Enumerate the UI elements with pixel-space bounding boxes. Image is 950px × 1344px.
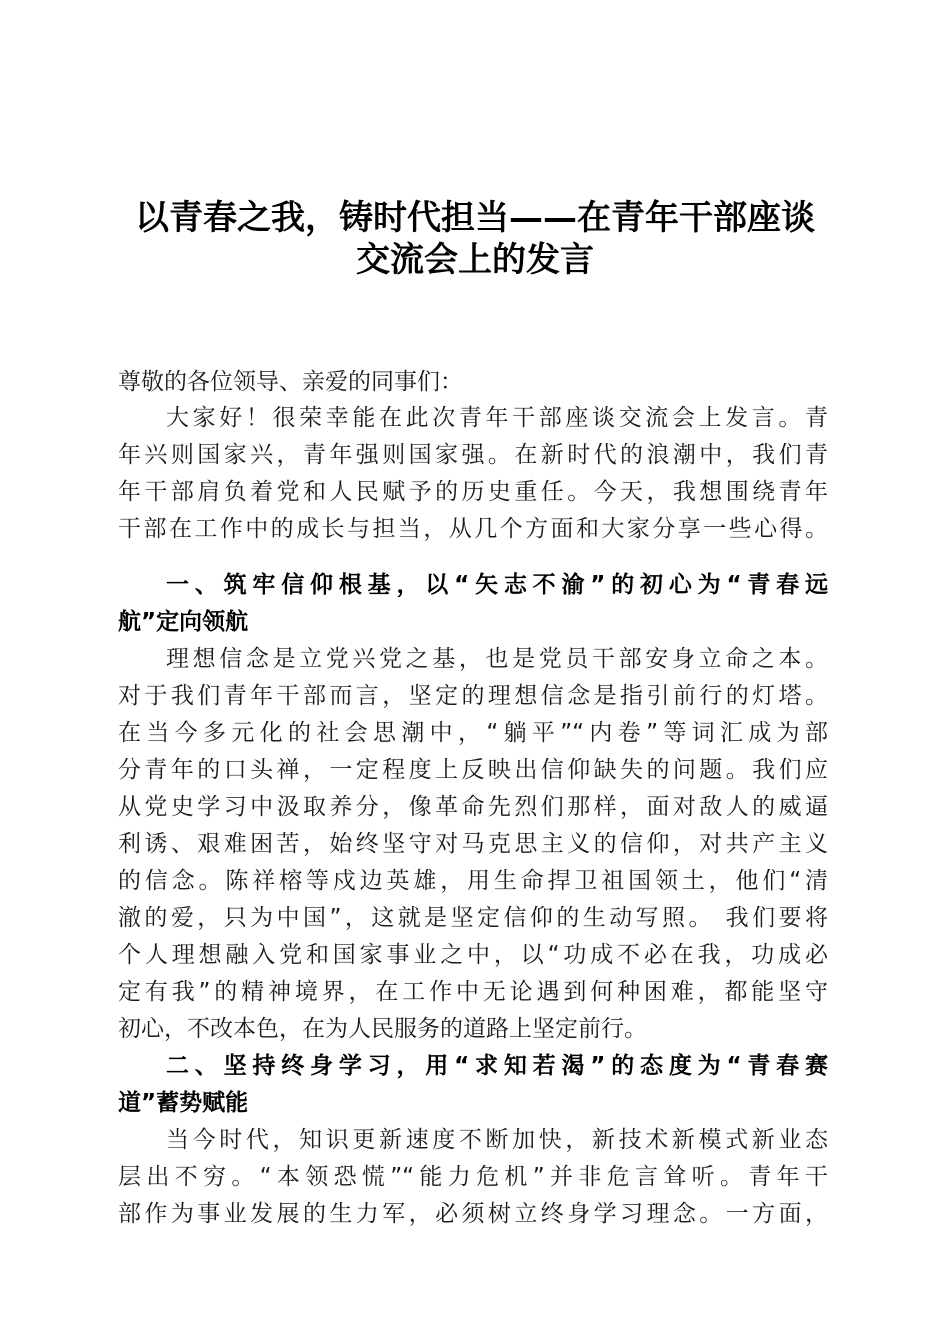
document-title-line-2: 交流会上的发言 [356,240,594,280]
section-heading-2: 二、坚持终身学习，用“求知若渴”的态度为“青春赛 [166,1053,828,1079]
section1-body-line: 初心，不改本色，在为人民服务的道路上坚定前行。 [118,1016,647,1042]
section1-body-line: 的信念。陈祥榕等戍边英雄，用生命捍卫祖国领土，他们“清 [118,868,828,894]
intro-line: 大家好！很荣幸能在此次青年干部座谈交流会上发言。青 [166,405,828,431]
section1-body-line: 分青年的口头禅，一定程度上反映出信仰缺失的问题。我们应 [118,757,828,783]
section2-body-line: 部作为事业发展的生力军，必须树立终身学习理念。一方面， [118,1201,828,1227]
document-title-line-1: 以青春之我，铸时代担当——在青年干部座谈 [135,198,815,238]
salutation: 尊敬的各位领导、亲爱的同事们： [118,369,463,395]
section-heading-1: 航”定向领航 [118,609,249,635]
intro-line: 年兴则国家兴，青年强则国家强。在新时代的浪潮中，我们青 [118,442,828,468]
section-heading-2: 道”蓄势赋能 [118,1090,249,1116]
section-heading-1: 一、筑牢信仰根基，以“矢志不渝”的初心为“青春远 [166,572,828,598]
section1-body-line: 澈的爱，只为中国”，这就是坚定信仰的生动写照。 我们要将 [118,905,828,931]
section1-body-line: 在当今多元化的社会思潮中，“躺平”“内卷”等词汇成为部 [118,720,828,746]
intro-line: 年干部肩负着党和人民赋予的历史重任。今天，我想围绕青年 [118,479,828,505]
section1-body-line: 理想信念是立党兴党之基，也是党员干部安身立命之本。 [166,646,828,672]
section1-body-line: 个人理想融入党和国家事业之中，以“功成不必在我，功成必 [118,942,828,968]
section1-body-line: 利诱、艰难困苦，始终坚守对马克思主义的信仰，对共产主义 [118,831,828,857]
section1-body-line: 从党史学习中汲取养分，像革命先烈们那样，面对敌人的威逼 [118,794,828,820]
section2-body-line: 层出不穷。“本领恐慌”“能力危机”并非危言耸听。青年干 [118,1164,828,1190]
section1-body-line: 对于我们青年干部而言，坚定的理想信念是指引前行的灯塔。 [118,683,828,709]
section2-body-line: 当今时代，知识更新速度不断加快，新技术新模式新业态 [166,1127,828,1153]
section1-body-line: 定有我”的精神境界，在工作中无论遇到何种困难，都能坚守 [118,979,828,1005]
intro-line: 干部在工作中的成长与担当，从几个方面和大家分享一些心得。 [118,516,828,542]
